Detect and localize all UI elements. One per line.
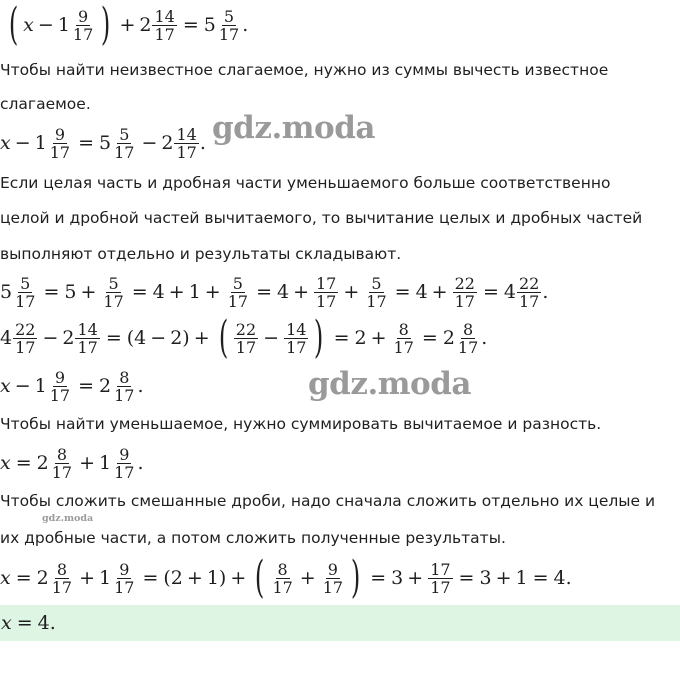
rule-find-minuend: Чтобы найти уменьшаемое, нужно суммировать вычитаемое и разность.	[0, 415, 602, 433]
equation-step3: x = 2 $\frac{8}{17}$ + 1 $\frac{9}{17}$ .	[0, 444, 144, 482]
equation-final-calc: x = 2 $\frac{8}{17}$ + 1 $\frac{9}{17}$ = (2 + 1) + ( $\frac{8}{17}$ + $\frac{9}{17}$ ) = 3 + $\frac{17}{17}$ = 3 + 1 = 4.	[0, 552, 572, 603]
rule-subtract-mixed-line2: целой и дробной частей вычитаемого, то вычитание целых и дробных частей	[0, 209, 643, 227]
watermark-small: gdz.moda	[42, 513, 94, 524]
answer-box: x = 4.	[0, 605, 680, 641]
rule-add-mixed-line1: Чтобы сложить смешанные дроби, надо сначала сложить отдельно их целые и	[0, 492, 656, 510]
rule-find-addend-line2: слагаемое.	[0, 95, 91, 113]
rule-find-addend-line1: Чтобы найти неизвестное слагаемое, нужно из суммы вычесть известное	[0, 61, 609, 79]
watermark-logo: gdz.moda	[212, 110, 375, 146]
equation-convert: 5 $\frac{5}{17}$ = 5 + $\frac{5}{17}$ = 4 + 1 + $\frac{5}{17}$ = 4 + $\frac{17}{17}$ + $\frac{5}{17}$ = 4 + $\frac{22}{17}$ = 4 $\frac{22}{17}$ .	[0, 273, 549, 311]
equation-step1: x − 1 $\frac{9}{17}$ = 5 $\frac{5}{17}$ − 2 $\frac{14}{17}$ .	[0, 124, 206, 162]
watermark-logo-2: gdz.moda	[308, 366, 471, 402]
rule-subtract-mixed-line3: выполняют отдельно и результаты складывают.	[0, 245, 402, 263]
equation-original: ( x − 1 $\frac{9}{17}$ ) + 2 $\frac{14}{17}$ = 5 $\frac{5}{17}$ .	[8, 0, 249, 50]
rule-add-mixed-line2: их дробные части, а потом сложить полученные результаты.	[0, 529, 506, 547]
rule-subtract-mixed-line1: Если целая часть и дробная части уменьшаемого больше соответственно	[0, 174, 611, 192]
equation-step2: x − 1 $\frac{9}{17}$ = 2 $\frac{8}{17}$ .	[0, 367, 144, 405]
equation-subtract: 4 $\frac{22}{17}$ − 2 $\frac{14}{17}$ = (4 − 2) + ( $\frac{22}{17}$ − $\frac{14}{17}$ ) = 2 + $\frac{8}{17}$ = 2 $\frac{8}{17}$ .	[0, 312, 488, 363]
